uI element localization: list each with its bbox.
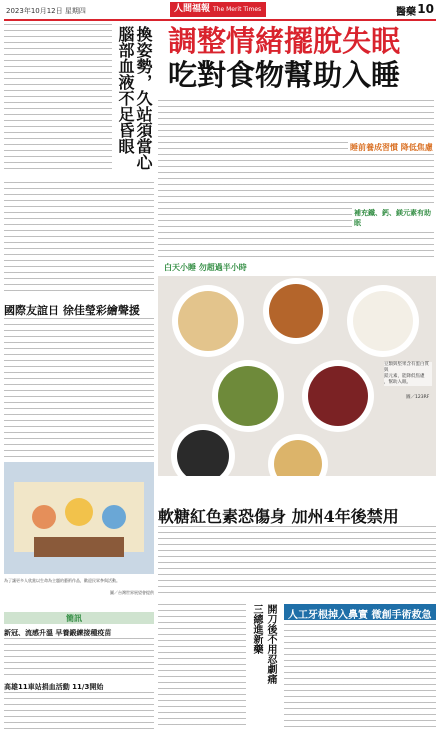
bowl-white-beans — [347, 285, 419, 357]
section-name: 醫藥 — [396, 7, 416, 18]
brief-label: 簡訊 — [66, 614, 82, 623]
dental-title: 人工牙根掉入鼻實 微創手術救急 — [288, 610, 432, 621]
food-dye-story — [158, 504, 436, 600]
vertical-story-body — [158, 604, 246, 730]
main-body-1 — [158, 100, 434, 260]
photo-credit: 圖／123RF — [406, 395, 430, 400]
bowl-chickpeas — [172, 285, 244, 357]
dental-body — [284, 624, 436, 730]
newspaper-logo: 人間福報 The Merit Times — [170, 2, 266, 17]
brief-item-1-title: 新冠、流感升溫 早養鍛練接種疫苗 — [4, 629, 112, 637]
left-story — [4, 24, 154, 294]
main-title-line-2: 吃對食物幫助入睡 — [168, 58, 401, 92]
left-story-headline-1: 腦部血液不足昏眼 — [116, 26, 135, 154]
page-number: 10 — [417, 2, 434, 16]
left-story-headline-2: 換姿勢，久站須當心 — [134, 26, 153, 170]
bowl-lentils — [263, 278, 329, 344]
photo-caption: 豆類與堅果含有蛋白質與 鎂元素，能降低焦慮 ，幫助入眠。 — [384, 362, 432, 386]
dental-story — [158, 604, 436, 732]
brief-item-2-title: 高雄11車站捐血活動 11/3開始 — [4, 683, 104, 691]
brief-news — [4, 612, 154, 732]
friendship-illustration — [4, 462, 154, 574]
food-dye-body — [158, 526, 436, 596]
header-rule — [4, 19, 436, 21]
brief-banner — [4, 612, 154, 624]
bowl-mung-beans — [212, 360, 284, 432]
friendship-caption: 為了讓更多人欣賞以生命為主題的藝術作品，歡迎民眾參與活動。 — [4, 578, 120, 583]
left-story-body-top — [4, 24, 112, 174]
bowl-red-beans — [302, 360, 374, 432]
issue-date: 2023年10月12日 星期四 — [6, 7, 86, 15]
friendship-title: 國際友誼日 徐佳瑩彩繪聲援 — [4, 304, 140, 317]
subhead-3: 睡前養成習慣 降低焦慮 — [350, 143, 433, 152]
brief-item-1-body — [4, 638, 154, 678]
subhead-2: 補充鐵、鈣、鎂元素有助眠 — [352, 208, 436, 228]
page-header — [0, 0, 440, 20]
food-dye-title: 軟糖紅色素恐傷身 加州4年後禁用 — [158, 507, 399, 526]
main-title-line-1: 調整情緒擺脫失眠 — [168, 24, 401, 58]
subhead-1: 白天小睡 勿超過半小時 — [164, 263, 247, 272]
main-story — [158, 22, 436, 500]
vertical-headline-1: 三總進新藥 — [251, 604, 262, 654]
beans-photo — [158, 276, 436, 476]
friendship-photo — [4, 462, 154, 574]
friendship-story — [4, 300, 154, 610]
left-story-body-bottom — [4, 182, 154, 292]
vertical-headline-2: 開刀後不用忍劇痛 — [265, 604, 276, 684]
friendship-body — [4, 318, 154, 458]
friendship-credit: 圖／台灣世界展望會提供 — [110, 590, 154, 595]
brief-item-2-body — [4, 692, 154, 730]
dental-title-bar — [284, 604, 436, 620]
